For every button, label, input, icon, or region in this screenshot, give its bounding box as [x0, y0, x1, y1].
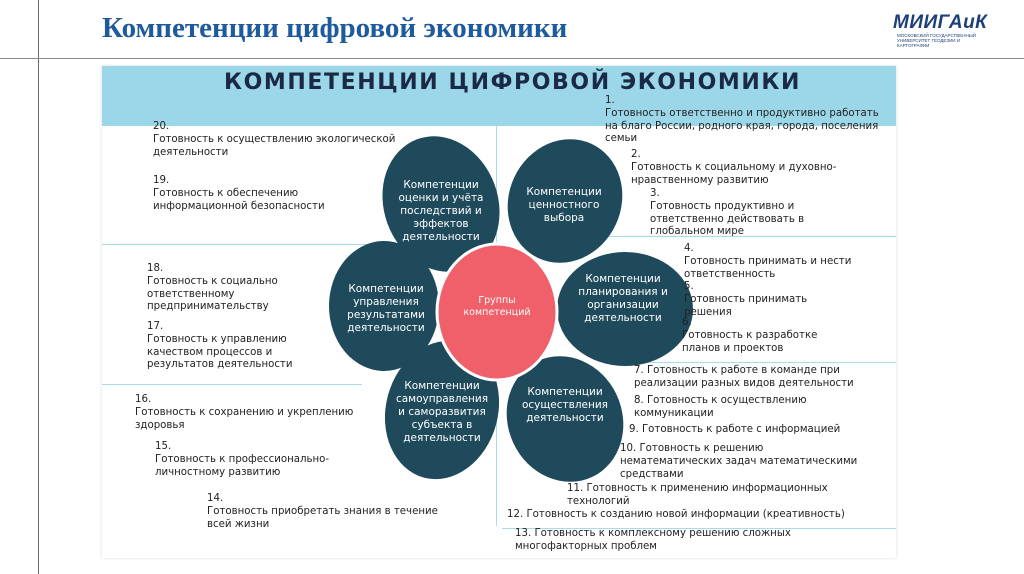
- frame-left-line: [38, 0, 39, 574]
- logo-subtitle: МОСКОВСКИЙ ГОСУДАРСТВЕННЫЙ УНИВЕРСИТЕТ ГЕОДЕЗИИ И КАРТОГРАФИИ: [897, 33, 977, 48]
- competence-item-18: 18. Готовность к социально ответственному предпринимательству: [147, 263, 278, 313]
- competence-item-1: 1. Готовность ответственно и продуктивно работать на благо России, родного края, города, поселения семьи: [605, 95, 879, 145]
- competence-item-8: 8. Готовность к осуществлению коммуникации: [634, 395, 807, 419]
- petal-label-value-choice: Компетенции ценностного выбора: [526, 186, 602, 224]
- petal-label-self-management: Компетенции самоуправления и саморазвития субъекта в деятельности: [395, 380, 489, 444]
- competence-item-13: 13. Готовность к комплексному решению сложных многофакторных проблем: [515, 528, 791, 552]
- competence-item-5: 5. Готовность принимать решения: [684, 281, 808, 318]
- competence-item-16: 16. Готовность к сохранению и укреплению здоровья: [135, 394, 354, 431]
- competence-item-4: 4. Готовность принимать и нести ответственность: [684, 243, 852, 280]
- petal-label-evaluation: Компетенции оценки и учёта последствий и эффектов деятельности: [398, 179, 484, 243]
- competence-item-19: 19. Готовность к обеспечению информационной безопасности: [153, 175, 325, 212]
- university-logo: [893, 13, 1005, 47]
- competence-item-20: 20. Готовность к осуществлению экологической деятельности: [153, 121, 396, 158]
- diagram-banner-title: КОМПЕТЕНЦИИ ЦИФРОВОЙ ЭКОНОМИКИ: [224, 70, 802, 95]
- competence-item-6: 6. Готовность к разработке планов и проектов: [682, 317, 818, 354]
- competence-item-3: 3. Готовность продуктивно и ответственно действовать в глобальном мире: [650, 188, 805, 238]
- page-title: Компетенции цифровой экономики: [102, 12, 568, 44]
- center-label: Группы компетенций: [463, 295, 531, 318]
- competence-item-14: 14. Готовность приобретать знания в течение всей жизни: [207, 493, 438, 530]
- petal-label-planning: Компетенции планирования и организации деятельности: [578, 273, 668, 324]
- competence-item-11: 11. Готовность к применению информационных технологий: [567, 483, 828, 507]
- competence-item-10: 10. Готовность к решению нематематических задач математическими средствами: [620, 443, 858, 480]
- competence-item-9: 9. Готовность к работе с информацией: [629, 424, 841, 435]
- petal-label-results-management: Компетенции управления результатами деятельности: [347, 283, 425, 334]
- competence-item-2: 2. Готовность к социальному и духовно- нравственному развитию: [631, 149, 837, 186]
- competence-item-15: 15. Готовность к профессионально- личностному развитию: [155, 441, 330, 478]
- competence-item-12: 12. Готовность к созданию новой информации (креативность): [507, 509, 845, 520]
- logo-name: МИИГАиК: [893, 12, 988, 33]
- competence-item-17: 17. Готовность к управлению качеством процессов и результатов деятельности: [147, 321, 293, 371]
- competence-item-7: 7. Готовность к работе в команде при реализации разных видов деятельности: [634, 365, 854, 389]
- frame-top-line: [0, 58, 1024, 59]
- petal-label-implementation: Компетенции осуществления деятельности: [521, 386, 608, 424]
- diagram-panel: [102, 66, 896, 558]
